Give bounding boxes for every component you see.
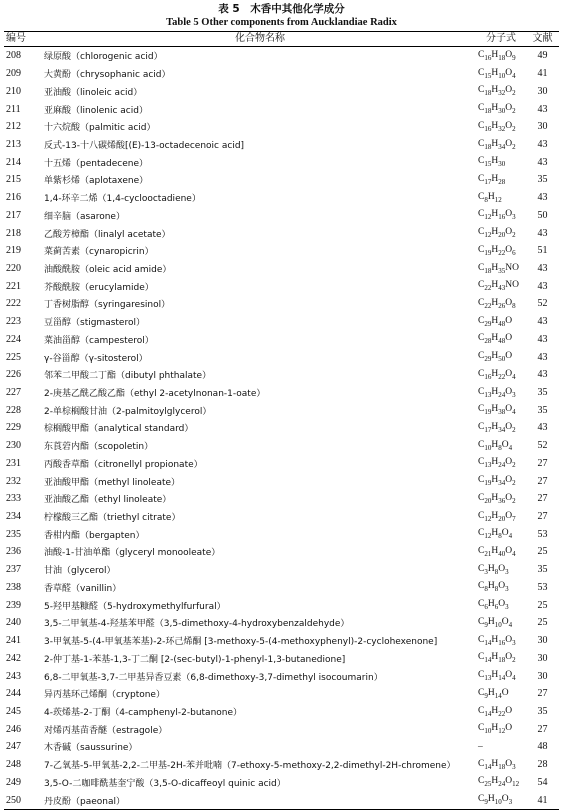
cell-formula: $C_{25}H_{24}O_{12}$ (478, 776, 520, 789)
cell-formula: $C_{16}H_{32}O_2$ (478, 120, 516, 133)
cell-reference: 27 (537, 475, 548, 487)
cell-compound-name: 2-单棕榈酸甘油（2-palmitoylglycerol） (44, 406, 212, 417)
cell-formula: $C_{13}H_{14}O_4$ (478, 670, 516, 682)
cell-compound-name: 2-庚基乙酰乙酸乙酯（ethyl 2-acetylnonan-1-oate） (44, 389, 266, 400)
cell-compound-name: 东莨菪内酯（scopoletin） (44, 442, 154, 453)
header-number: 编号 (6, 33, 26, 44)
cell-reference: 41 (537, 68, 548, 80)
table-row (4, 153, 559, 171)
cell-formula: $C_{12}H_8O_4$ (478, 528, 513, 541)
cell-formula: $C_{14}H_{16}O_3$ (478, 634, 516, 647)
cell-number: 246 (6, 723, 21, 735)
cell-compound-name: 柠檬酸三乙酯（triethyl citrate） (44, 513, 181, 524)
cell-formula: $C_9H_{10}O_3$ (478, 794, 513, 806)
table-header-row (4, 32, 559, 47)
cell-number: 238 (6, 581, 21, 593)
cell-reference: 43 (537, 316, 548, 328)
cell-number: 233 (6, 493, 21, 505)
table-row (4, 649, 559, 667)
cell-compound-name: 亚油酸乙酯（ethyl linoleate） (44, 495, 172, 506)
cell-number: 232 (6, 475, 21, 487)
cell-reference: 30 (537, 635, 548, 647)
cell-formula: $C_{29}H_{48}O$ (478, 315, 513, 328)
cell-number: 217 (6, 209, 21, 221)
cell-compound-name: 木香碱（saussurine） (44, 743, 138, 754)
cell-reference: 35 (537, 564, 548, 576)
table-row (4, 277, 559, 295)
cell-formula: $C_{22}H_{43}NO$ (478, 280, 519, 293)
cell-reference: 25 (537, 546, 548, 558)
cell-formula: $C_{18}H_{30}O_2$ (478, 103, 516, 115)
components-table (4, 31, 559, 810)
cell-reference: 43 (537, 351, 548, 363)
cell-compound-name: 7-乙氧基-5-甲氧基-2,2-二甲基-2H-苯并吡喃（7-ethoxy-5-methoxy-2,2-dimethyl-2H-chromene） (44, 761, 456, 772)
cell-compound-name: 油酸-1-甘油单酯（glyceryl monooleate） (44, 548, 221, 559)
cell-reference: 43 (537, 369, 548, 381)
table-row (4, 773, 559, 791)
table-row (4, 791, 559, 809)
cell-number: 248 (6, 759, 21, 771)
cell-number: 212 (6, 121, 21, 133)
cell-reference: 27 (537, 493, 548, 505)
table-row (4, 260, 559, 278)
cell-formula: $C_{14}H_{18}O_3$ (478, 758, 516, 771)
cell-number: 224 (6, 333, 21, 345)
table-row (4, 295, 559, 313)
table-row (4, 561, 559, 579)
table-row (4, 331, 559, 349)
cell-reference: 43 (537, 103, 548, 115)
table-row (4, 508, 559, 526)
cell-compound-name: 3,5-O-二咖啡酰基奎宁酸（3,5-O-dicaffeoyl quinic acid） (44, 778, 286, 789)
cell-reference: 35 (537, 387, 548, 399)
cell-number: 240 (6, 617, 21, 629)
cell-formula: $C_{17}H_{34}O_2$ (478, 422, 516, 434)
cell-number: 213 (6, 138, 21, 150)
header-compound-name: 化合物名称 (235, 33, 285, 44)
cell-compound-name: γ-谷甾醇（γ-sitosterol） (44, 353, 148, 364)
cell-number: 208 (6, 50, 21, 62)
cell-formula: $C_{21}H_{40}O_4$ (478, 546, 516, 558)
cell-number: 249 (6, 776, 21, 788)
cell-formula: $C_{13}H_{24}O_3$ (478, 386, 516, 399)
cell-number: 234 (6, 511, 21, 523)
cell-compound-name: 乙酸芳樟酯（linalyl acetate） (44, 229, 171, 240)
cell-compound-name: 大黄酚（chrysophanic acid） (44, 70, 171, 81)
cell-reference: 30 (537, 85, 548, 97)
cell-reference: 49 (537, 50, 548, 62)
table-body (4, 47, 559, 810)
cell-reference: 25 (537, 599, 548, 611)
cell-compound-name: 细辛脑（asarone） (44, 211, 125, 222)
cell-compound-name: 1,4-环辛二烯（1,4-cyclooctadiene） (44, 194, 201, 205)
table-row (4, 490, 559, 508)
table-row (4, 614, 559, 632)
cell-compound-name: 2-仲丁基-1-苯基-1,3-丁二酮 [2-(sec-butyl)-1-phenyl-1,3-butanedione] (44, 654, 346, 665)
cell-reference: 35 (537, 404, 548, 416)
cell-reference: 43 (537, 138, 548, 150)
cell-compound-name: 丹皮酚（paeonal） (44, 796, 125, 807)
cell-number: 230 (6, 440, 21, 452)
cell-number: 241 (6, 635, 21, 647)
cell-formula: $C_8H_8O_3$ (478, 581, 509, 594)
table-row (4, 100, 559, 118)
cell-formula: $C_8H_{12}$ (478, 191, 502, 204)
table-row (4, 720, 559, 738)
cell-reference: 30 (537, 652, 548, 664)
cell-reference: 53 (537, 528, 548, 540)
cell-number: 225 (6, 351, 21, 363)
header-formula: 分子式 (486, 33, 516, 44)
cell-formula: $C_{12}H_{20}O_7$ (478, 510, 516, 523)
table-row (4, 437, 559, 455)
cell-formula: $C_{16}H_{18}O_9$ (478, 49, 516, 62)
table-row (4, 632, 559, 650)
table-row (4, 419, 559, 437)
cell-reference: 35 (537, 174, 548, 186)
cell-reference: 41 (537, 794, 548, 806)
cell-compound-name: 4-莰烯基-2-丁酮（4-camphenyl-2-butanone） (44, 707, 243, 718)
table-row (4, 685, 559, 703)
cell-formula: $C_{22}H_{26}O_8$ (478, 297, 516, 310)
cell-reference: 53 (537, 581, 548, 593)
cell-reference: 54 (537, 776, 548, 788)
cell-formula: – (478, 741, 483, 752)
table-row (4, 47, 559, 65)
cell-reference: 43 (537, 422, 548, 434)
cell-compound-name: 邻苯二甲酸二丁酯（dibutyl phthalate） (44, 371, 212, 382)
cell-formula: $C_{10}H_8O_4$ (478, 439, 513, 452)
cell-reference: 35 (537, 705, 548, 717)
cell-number: 235 (6, 528, 21, 540)
cell-reference: 43 (537, 333, 548, 345)
table-row (4, 313, 559, 331)
table-caption-en: Table 5 Other components from Aucklandiae Radix (166, 17, 397, 28)
cell-formula: $C_{10}H_{12}O$ (478, 723, 513, 736)
table-row (4, 384, 559, 402)
cell-reference: 30 (537, 121, 548, 133)
cell-reference: 27 (537, 688, 548, 700)
table-row (4, 579, 559, 597)
cell-compound-name: 反式-13-十八碳烯酸[(E)-13-octadecenoic acid] (44, 140, 245, 151)
cell-number: 226 (6, 369, 21, 381)
cell-reference: 43 (537, 227, 548, 239)
cell-formula: $C_{15}H_{30}$ (478, 156, 506, 169)
cell-number: 211 (6, 103, 21, 115)
cell-compound-name: 3-甲氧基-5-(4-甲氧基苯基)-2-环己烯酮 [3-methoxy-5-(4-methoxyphenyl)-2-cyclohexenone] (44, 637, 438, 648)
table-row (4, 703, 559, 721)
cell-reference: 27 (537, 723, 548, 735)
cell-number: 250 (6, 794, 21, 806)
cell-formula: $C_{13}H_{24}O_2$ (478, 457, 516, 470)
cell-formula: $C_{15}H_{10}O_4$ (478, 67, 516, 80)
table-figure (4, 2, 559, 810)
cell-compound-name: 棕榈酸甲酯（analytical standard） (44, 424, 194, 435)
table-row (4, 756, 559, 774)
table-row (4, 401, 559, 419)
cell-number: 236 (6, 546, 21, 558)
cell-compound-name: 芥酸酰胺（erucylamide） (44, 282, 154, 293)
cell-compound-name: 对烯丙基苗香醚（estragole） (44, 725, 168, 736)
table-row (4, 543, 559, 561)
table-row (4, 189, 559, 207)
table-caption-cn: 表 5 木香中其他化学成分 (218, 3, 345, 15)
table-row (4, 118, 559, 136)
cell-number: 223 (6, 316, 21, 328)
cell-reference: 27 (537, 457, 548, 469)
cell-compound-name: 豆甾醇（stigmasterol） (44, 318, 145, 329)
cell-compound-name: 丙酸香草酯（citronellyl propionate） (44, 459, 203, 470)
cell-reference: 43 (537, 156, 548, 168)
table-row (4, 171, 559, 189)
table-row (4, 206, 559, 224)
cell-number: 219 (6, 245, 21, 257)
table-row (4, 596, 559, 614)
cell-formula: $C_{12}H_{16}O_3$ (478, 209, 516, 222)
cell-compound-name: 亚油酸（linoleic acid） (44, 87, 143, 98)
cell-number: 237 (6, 564, 21, 576)
cell-number: 247 (6, 741, 21, 753)
table-row (4, 82, 559, 100)
cell-formula: $C_3H_8O_3$ (478, 563, 509, 576)
cell-reference: 43 (537, 192, 548, 204)
cell-compound-name: 绿原酸（chlorogenic acid） (44, 52, 163, 63)
cell-reference: 52 (537, 298, 548, 310)
cell-formula: $C_{19}H_{38}O_4$ (478, 404, 516, 417)
table-row (4, 366, 559, 384)
cell-formula: $C_{28}H_{48}O$ (478, 333, 513, 346)
cell-formula: $C_{14}H_{18}O_2$ (478, 652, 516, 665)
cell-formula: $C_6H_6O_3$ (478, 599, 509, 612)
cell-number: 245 (6, 705, 21, 717)
cell-number: 242 (6, 652, 21, 664)
cell-compound-name: 3,5-二甲氧基-4-羟基苯甲醛（3,5-dimethoxy-4-hydroxybenzaldehyde） (44, 619, 350, 630)
cell-formula: $C_{14}H_{22}O$ (478, 705, 513, 718)
cell-number: 243 (6, 670, 21, 682)
cell-formula: $C_{29}H_{50}O$ (478, 351, 513, 364)
cell-compound-name: 十六烷酸（palmitic acid） (44, 123, 156, 134)
cell-formula: $C_{19}H_{34}O_2$ (478, 475, 516, 488)
cell-compound-name: 十五烯（pentadecene） (44, 158, 148, 169)
cell-compound-name: 异丙基环己烯酮（cryptone） (44, 690, 165, 701)
cell-reference: 50 (537, 209, 548, 221)
cell-number: 210 (6, 85, 21, 97)
cell-reference: 52 (537, 440, 548, 452)
cell-formula: $C_{12}H_{20}O_2$ (478, 227, 516, 239)
cell-formula: $C_9H_{14}O$ (478, 687, 509, 700)
cell-compound-name: 亚麻酸（linolenic acid） (44, 105, 148, 116)
cell-reference: 30 (537, 670, 548, 682)
cell-number: 239 (6, 599, 21, 611)
table-row (4, 348, 559, 366)
cell-formula: $C_{19}H_{22}O_6$ (478, 244, 516, 257)
cell-number: 209 (6, 68, 21, 80)
cell-number: 227 (6, 387, 21, 399)
table-row (4, 224, 559, 242)
cell-number: 244 (6, 688, 21, 700)
cell-number: 228 (6, 404, 21, 416)
cell-number: 229 (6, 422, 21, 434)
header-reference: 文献 (532, 33, 553, 44)
cell-reference: 25 (537, 617, 548, 629)
cell-formula: $C_9H_{10}O_4$ (478, 616, 513, 629)
cell-number: 220 (6, 262, 21, 274)
cell-number: 216 (6, 192, 21, 204)
cell-compound-name: 油酸酰胺（oleic acid amide） (44, 264, 172, 275)
cell-reference: 27 (537, 511, 548, 523)
cell-compound-name: 菜油甾醇（campesterol） (44, 335, 154, 346)
cell-number: 221 (6, 280, 21, 292)
cell-compound-name: 亚油酸甲酯（methyl linoleate） (44, 477, 181, 488)
cell-compound-name: 香柑内酯（bergapten） (44, 530, 145, 541)
cell-formula: $C_{20}H_{36}O_2$ (478, 492, 516, 505)
cell-reference: 28 (537, 759, 548, 771)
cell-formula: $C_{16}H_{22}O_4$ (478, 368, 516, 381)
cell-number: 215 (6, 174, 21, 186)
table-row (4, 738, 559, 756)
cell-compound-name: 6,8-二甲氧基-3,7-二甲基异香豆素（6,8-dimethoxy-3,7-dimethyl isocoumarin） (44, 672, 383, 683)
cell-reference: 43 (537, 280, 548, 292)
cell-compound-name: 单紫杉烯（aplotaxene） (44, 176, 149, 187)
cell-compound-name: 菜蓟苦素（cynaropicrin） (44, 247, 154, 258)
table-row (4, 472, 559, 490)
table-row (4, 65, 559, 83)
cell-number: 231 (6, 457, 21, 469)
table-row (4, 525, 559, 543)
table-row (4, 667, 559, 685)
cell-formula: $C_{18}H_{35}NO$ (478, 262, 519, 275)
cell-compound-name: 香草醛（vanillin） (44, 583, 122, 594)
cell-formula: $C_{18}H_{34}O_2$ (478, 138, 516, 151)
cell-reference: 48 (537, 741, 548, 753)
cell-reference: 43 (537, 262, 548, 274)
cell-number: 214 (6, 156, 21, 168)
table-row (4, 455, 559, 473)
cell-compound-name: 5-羟甲基糠醛（5-hydroxymethylfurfural） (44, 601, 226, 612)
cell-compound-name: 丁香树脂醇（syringaresinol） (44, 300, 171, 311)
cell-number: 218 (6, 227, 21, 239)
table-row (4, 136, 559, 154)
cell-compound-name: 甘油（glycerol） (44, 566, 116, 577)
cell-reference: 51 (537, 245, 548, 257)
cell-formula: $C_{17}H_{28}$ (478, 173, 506, 186)
cell-number: 222 (6, 298, 21, 310)
table-row (4, 242, 559, 260)
cell-formula: $C_{18}H_{32}O_2$ (478, 85, 516, 98)
